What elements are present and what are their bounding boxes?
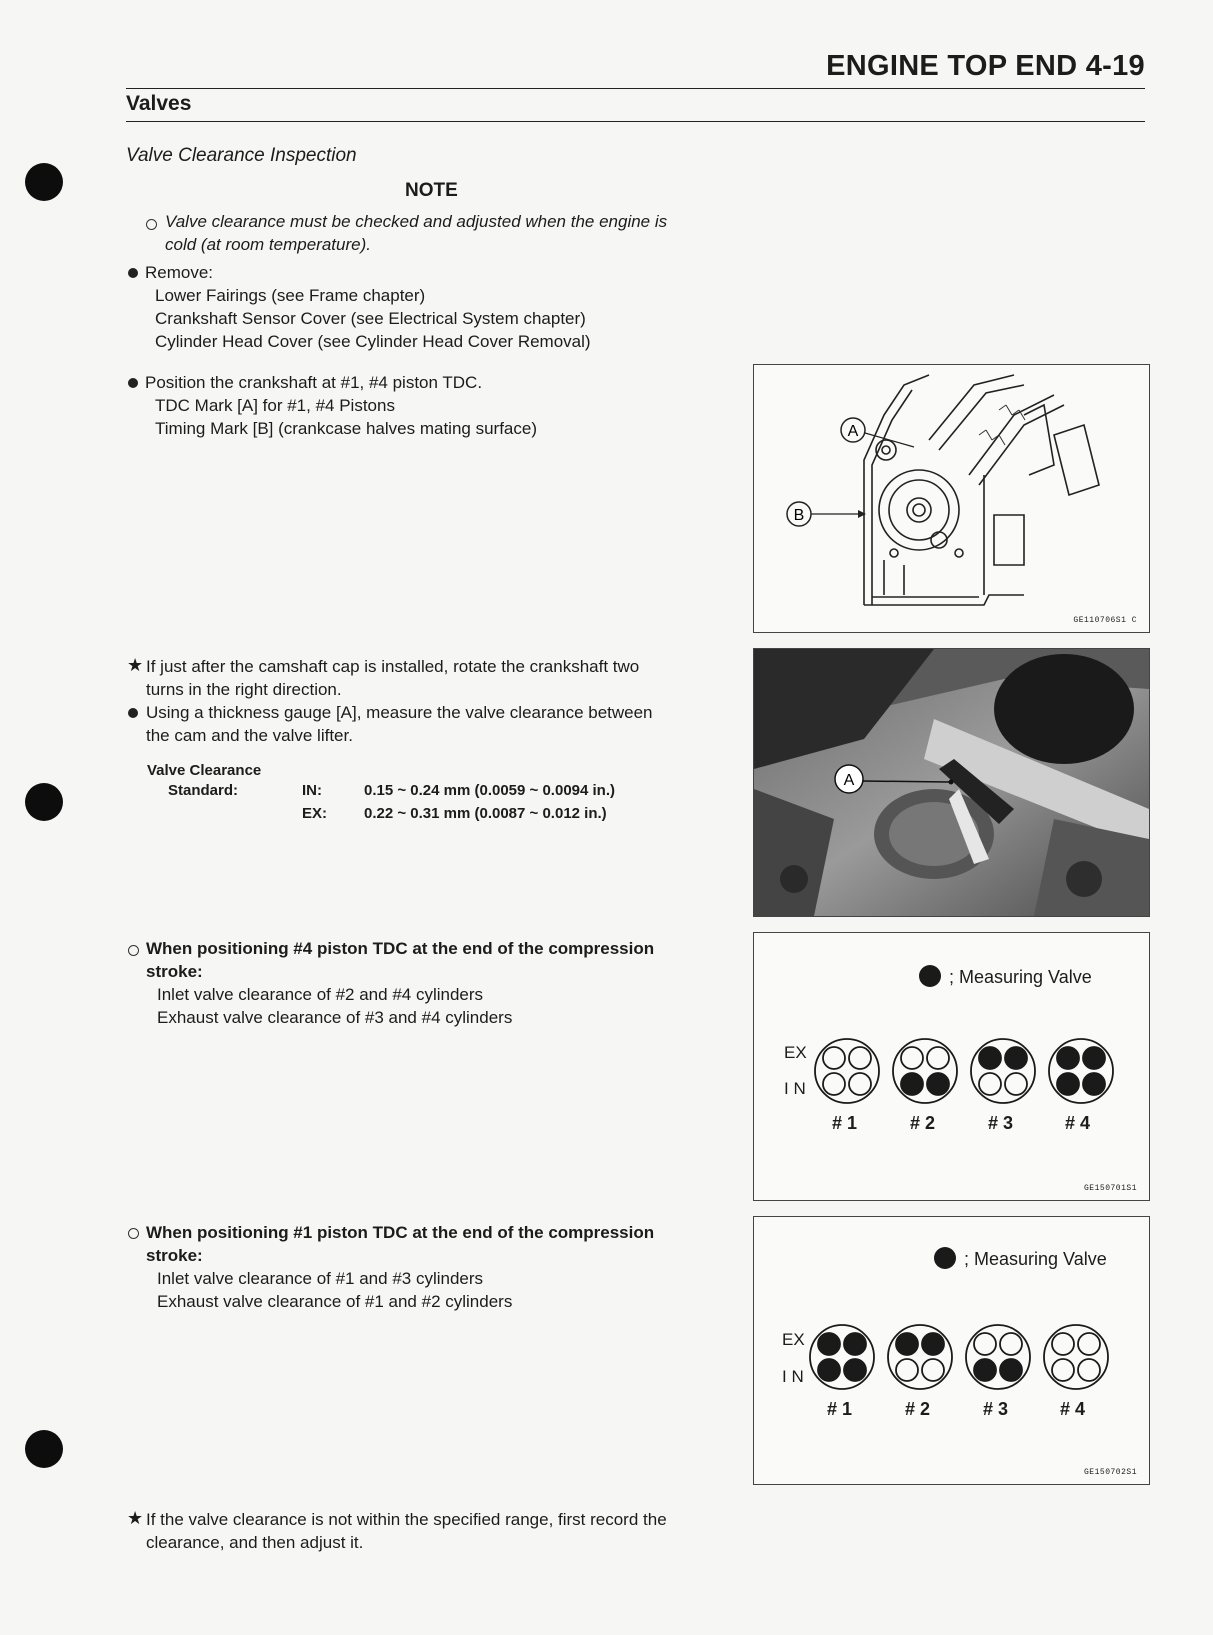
star-icon: ★ bbox=[127, 1508, 144, 1528]
spec-label: Valve Clearance bbox=[147, 762, 262, 779]
camshaft-line: If just after the camshaft cap is installed, rotate the crankshaft two bbox=[146, 657, 640, 676]
cylinder-label: # 3 bbox=[988, 1113, 1014, 1133]
final-line: If the valve clearance is not within the specified range, first record the bbox=[146, 1510, 667, 1529]
pos4-heading: stroke: bbox=[146, 962, 203, 981]
open-bullet-icon bbox=[128, 1228, 139, 1239]
callout-a: A bbox=[847, 423, 859, 440]
pos1-heading: When positioning #1 piston TDC at the end of the compression bbox=[146, 1223, 655, 1242]
remove-item: Cylinder Head Cover (see Cylinder Head Cover Removal) bbox=[155, 332, 591, 351]
note-heading: NOTE bbox=[405, 180, 458, 201]
spec-ex-label: EX: bbox=[302, 805, 328, 822]
page-title: ENGINE TOP END 4-19 bbox=[826, 50, 1145, 82]
crankshaft-drawing bbox=[754, 365, 1149, 632]
spec-in-label: IN: bbox=[302, 782, 322, 799]
pos1-heading: stroke: bbox=[146, 1246, 203, 1265]
position-text: Position the crankshaft at #1, #4 piston TDC. bbox=[145, 373, 483, 392]
cylinder-label: # 1 bbox=[832, 1113, 858, 1133]
cylinder-label: # 1 bbox=[827, 1399, 853, 1419]
cylinder-label: # 3 bbox=[983, 1399, 1009, 1419]
figure-timing-mark bbox=[753, 364, 1150, 633]
gauge-photo bbox=[754, 649, 1149, 916]
section-title: Valves bbox=[126, 92, 192, 115]
section-rule bbox=[126, 121, 1145, 122]
camshaft-line: turns in the right direction. bbox=[146, 680, 342, 699]
ex-label: EX bbox=[782, 1330, 805, 1349]
open-bullet-icon bbox=[146, 219, 157, 230]
pos4-item: Inlet valve clearance of #2 and #4 cylinders bbox=[157, 985, 484, 1004]
figure-valve-layout-1 bbox=[753, 1216, 1150, 1485]
figure-thickness-gauge-photo bbox=[753, 648, 1150, 917]
in-label: I N bbox=[782, 1367, 804, 1386]
cylinder-label: # 4 bbox=[1065, 1113, 1091, 1133]
note-line: Valve clearance must be checked and adjusted when the engine is bbox=[165, 212, 668, 231]
position-item: TDC Mark [A] for #1, #4 Pistons bbox=[155, 396, 395, 415]
spec-ex-value: 0.22 ~ 0.31 mm (0.0087 ~ 0.012 in.) bbox=[364, 805, 607, 822]
remove-item: Lower Fairings (see Frame chapter) bbox=[155, 286, 426, 305]
position-item: Timing Mark [B] (crankcase halves mating surface) bbox=[155, 419, 537, 438]
figure-valve-layout-4 bbox=[753, 932, 1150, 1201]
subsection-title: Valve Clearance Inspection bbox=[126, 145, 357, 166]
figure-code: GE150702S1 bbox=[1083, 1468, 1137, 1477]
spec-in-value: 0.15 ~ 0.24 mm (0.0059 ~ 0.0094 in.) bbox=[364, 782, 616, 799]
spec-label: Standard: bbox=[168, 782, 239, 799]
pos1-item: Inlet valve clearance of #1 and #3 cylinders bbox=[157, 1269, 484, 1288]
pos4-heading: When positioning #4 piston TDC at the end of the compression bbox=[146, 939, 655, 958]
cylinder-label: # 2 bbox=[905, 1399, 931, 1419]
figure-code: GE150701S1 bbox=[1083, 1184, 1137, 1193]
figure-code: GE110706S1 C bbox=[1073, 616, 1137, 625]
remove-label: Remove: bbox=[145, 263, 214, 282]
legend-text: ; Measuring Valve bbox=[949, 967, 1092, 987]
final-line: clearance, and then adjust it. bbox=[146, 1533, 364, 1552]
binder-hole bbox=[25, 1430, 63, 1468]
bullet-icon bbox=[128, 378, 138, 388]
pos1-item: Exhaust valve clearance of #1 and #2 cylinders bbox=[157, 1292, 513, 1311]
bullet-icon bbox=[128, 708, 138, 718]
binder-hole bbox=[25, 783, 63, 821]
note-line: cold (at room temperature). bbox=[165, 235, 371, 254]
bullet-icon bbox=[128, 268, 138, 278]
open-bullet-icon bbox=[128, 945, 139, 956]
callout-a: A bbox=[843, 772, 855, 789]
gauge-line: the cam and the valve lifter. bbox=[146, 726, 353, 745]
cylinder-label: # 4 bbox=[1060, 1399, 1086, 1419]
header-rule bbox=[126, 88, 1145, 89]
valve-layout-drawing bbox=[754, 1217, 1149, 1484]
ex-label: EX bbox=[784, 1043, 807, 1062]
legend-text: ; Measuring Valve bbox=[964, 1249, 1107, 1269]
valve-layout-drawing bbox=[754, 933, 1149, 1200]
callout-b: B bbox=[793, 507, 805, 524]
binder-hole bbox=[25, 163, 63, 201]
cylinder-label: # 2 bbox=[910, 1113, 936, 1133]
in-label: I N bbox=[784, 1079, 806, 1098]
gauge-line: Using a thickness gauge [A], measure the valve clearance between bbox=[146, 703, 653, 722]
star-icon: ★ bbox=[127, 655, 144, 675]
pos4-item: Exhaust valve clearance of #3 and #4 cylinders bbox=[157, 1008, 513, 1027]
remove-item: Crankshaft Sensor Cover (see Electrical System chapter) bbox=[155, 309, 586, 328]
